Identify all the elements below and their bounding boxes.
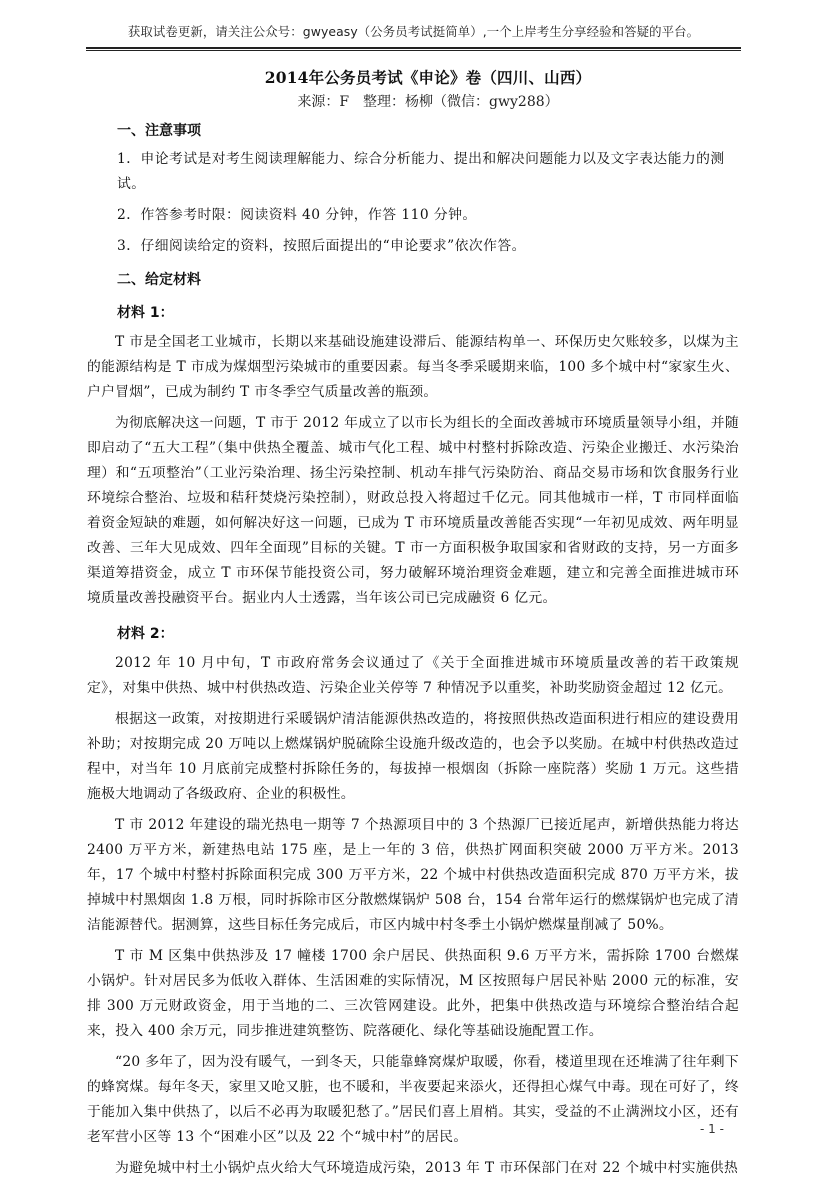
material-2-paragraph: “20 多年了，因为没有暖气，一到冬天，只能靠蜂窝煤炉取暖，你看，楼道里现在还堆满了往年剩下的蜂窝煤。每年冬天，家里又呛又脏，也不暖和，半夜要起来添火，还得担心煤气中毒。现在可好了，终于能加入集中供热了，以后不必再为取暖犯愁了。”居民们喜上眉梢。其实，受益的不止满洲坟小区，还有老军营小区等 13 个“困难小区”以及 22 个“城中村”的居民。 — [87, 1054, 739, 1145]
header-rule-thick — [86, 47, 741, 49]
document-title: 2014年公务员考试《申论》卷（四川、山西） — [264, 68, 592, 87]
header-rule-thin — [86, 50, 741, 51]
document-source: 来源：F 整理：杨柳（微信：gwy288） — [297, 94, 559, 110]
material-1-label: 材料 1： — [117, 305, 174, 321]
material-2-paragraph: 为避免城中村土小锅炉点火给大气环境造成污染，2013 年 T 市环保部门在对 22 个城中村实施供热 — [115, 1160, 739, 1176]
material-2-paragraph: 根据这一政策，对按期进行采暖锅炉清洁能源供热改造的，将按照供热改造面积进行相应的建设费用补助；对按期完成 20 万吨以上燃煤锅炉脱硫除尘设施升级改造的，也会予以奖励。在城中村供热改造过程中，对当年 10 月底前完成整村拆除任务的，每拔掉一根烟囱（拆除一座院落）奖励 1 万元。这些措施极大地调动了各级政府、企业的积极性。 — [87, 711, 739, 802]
page-number: - 1 - — [700, 1122, 724, 1136]
note-item-3: 3．仔细阅读给定的资料，按照后面提出的“申论要求”依次作答。 — [117, 238, 526, 254]
document-body — [87, 66, 739, 1187]
header-double-rule — [86, 47, 741, 52]
note-item-2: 2．作答参考时限：阅读资料 40 分钟，作答 110 分钟。 — [117, 207, 477, 223]
material-2-paragraph: 2012 年 10 月中旬，T 市政府常务会议通过了《关于全面推进城市环境质量改善的若干政策规定》，对集中供热、城中村供热改造、污染企业关停等 7 种情况予以重奖，补助奖励资金超过 12 亿元。 — [87, 655, 739, 696]
section-materials-heading: 二、给定材料 — [117, 272, 201, 288]
material-1-paragraph: 为彻底解决这一问题，T 市于 2012 年成立了以市长为组长的全面改善城市环境质量领导小组，并随即启动了“五大工程”（集中供热全覆盖、城市气化工程、城中村整村拆除改造、污染企业搬迁、水污染治理）和“五项整治”（工业污染治理、扬尘污染控制、机动车排气污染防治、商品交易市场和饮食服务行业环境综合整治、垃圾和秸秆焚烧污染控制），财政总投入将超过千亿元。同其他城市一样，T 市同样面临着资金短缺的难题，如何解决好这一问题，已成为 T 市环境质量改善能否实现“一年初见成效、两年明显改善、三年大见成效、四年全面现”目标的关键。T 市一方面积极争取国家和省财政的支持，另一方面多渠道筹措资金，成立 T 市环保节能投资公司，努力破解环境治理资金难题，建立和完善全面推进城市环境质量改善投融资平台。据业内人士透露，当年该公司已完成融资 6 亿元。 — [87, 415, 739, 606]
material-2-paragraph: T 市 M 区集中供热涉及 17 幢楼 1700 余户居民、供热面积 9.6 万平方米，需拆除 1700 台燃煤小锅炉。针对居民多为低收入群体、生活困难的实际情况，M 区按照每户居民补贴 2000 元的标准，安排 300 万元财政资金，用于当地的二、三次管网建设。此外，把集中供热改造与环境综合整治结合起来，投入 400 余万元，同步推进建筑整饬、院落硬化、绿化等基础设施配置工作。 — [87, 948, 739, 1039]
material-1-paragraph: T 市是全国老工业城市，长期以来基础设施建设滞后、能源结构单一、环保历史欠账较多，以煤为主的能源结构是 T 市成为煤烟型污染城市的重要因素。每当冬季采暖期来临，100 多个城中村“家家生火、户户冒烟”，已成为制约 T 市冬季空气质量改善的瓶颈。 — [87, 334, 739, 400]
material-2-label: 材料 2： — [117, 626, 174, 642]
page-header-banner: 获取试卷更新，请关注公众号：gwyeasy（公务员考试挺简单）,一个上岸考生分享经验和答疑的平台。 — [127, 24, 700, 39]
section-notes-heading: 一、注意事项 — [117, 123, 201, 139]
note-item-1: 1．申论考试是对考生阅读理解能力、综合分析能力、提出和解决问题能力以及文字表达能力的测试。 — [117, 151, 725, 192]
material-2-paragraph: T 市 2012 年建设的瑞光热电一期等 7 个热源项目中的 3 个热源厂已接近尾声，新增供热能力将达 2400 万平方米，新建热电站 175 座，是上一年的 3 倍，供热扩网面积突破 2000 万平方米。2013 年，17 个城中村整村拆除面积完成 300 万平方米，22 个城中村供热改造面积完成 870 万平方米，拔掉城中村黑烟囱 1.8 万根，同时拆除市区分散燃煤锅炉 508 台，154 台常年运行的燃煤锅炉也完成了清洁能源替代。据测算，这些目标任务完成后，市区内城中村冬季土小锅炉燃煤量削减了 50%。 — [87, 817, 739, 933]
